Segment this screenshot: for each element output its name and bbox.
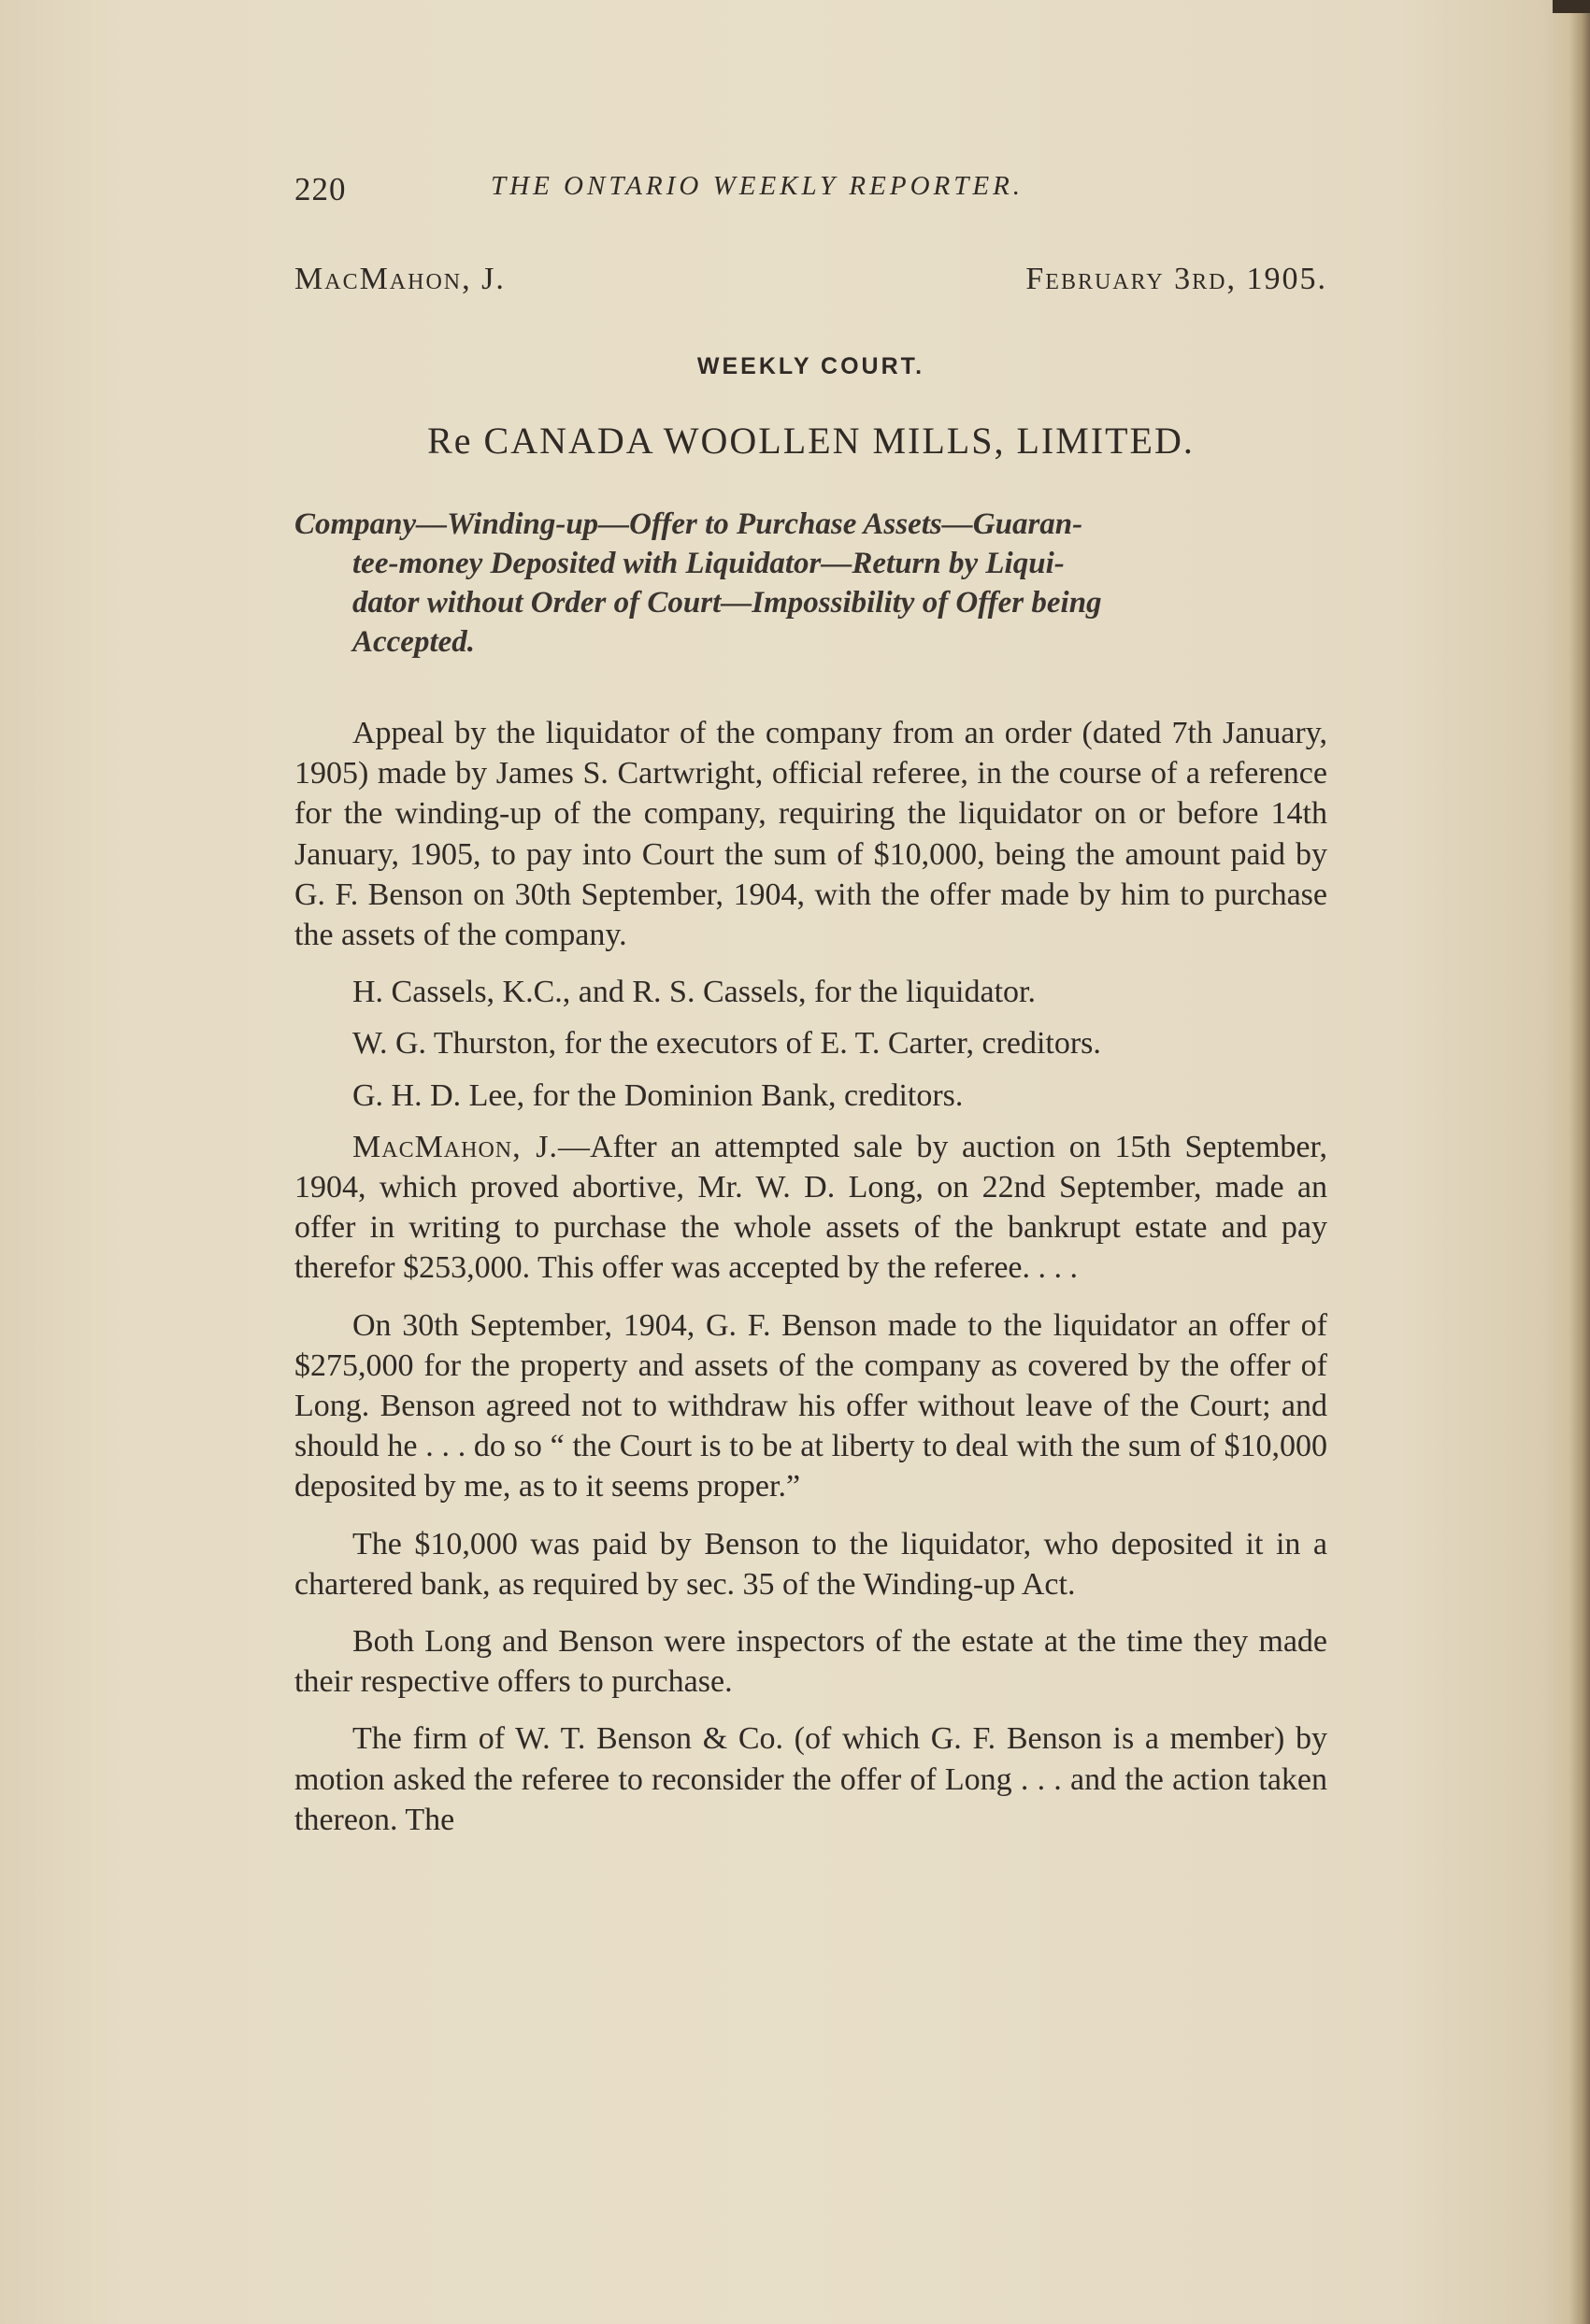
headnote-line: Company—Winding-up—Offer to Purchase Assets—Guaran- (294, 507, 1083, 541)
headnote-line: Accepted. (352, 625, 476, 659)
running-head (294, 171, 1327, 218)
judgment-opening-text: —After an attempted sale by auction on 15th September, 1904, which proved abortive, Mr. W. D. Long, on 22nd September, made an offer in writing to purchase the whole assets of the bankrupt estate and pay therefor $253,000. This offer was accepted by the referee. . . . (294, 1129, 1327, 1286)
counsel-bank: G. H. D. Lee, for the Dominion Bank, creditors. (352, 1077, 964, 1113)
decision-date: February 3rd, 1905. (1025, 262, 1327, 296)
headnote-line: tee-money Deposited with Liquidator—Return by Liqui- (352, 547, 1065, 580)
judgment-paragraph: On 30th September, 1904, G. F. Benson made to the liquidator an offer of $275,000 for the property and assets of the company as covered by the offer of Long. Benson agreed not to withdraw his offer without leave of the Court; and should he . . . do so “ the Court is to be at liberty to deal with the sum of $10,000 deposited by me, as to it seems proper.” (294, 1307, 1327, 1504)
judgment-paragraph: The $10,000 was paid by Benson to the liquidator, who deposited it in a chartered bank, as required by sec. 35 of the Winding-up Act. (294, 1526, 1327, 1602)
case-title: Re CANADA WOOLLEN MILLS, LIMITED. (427, 420, 1195, 462)
counsel-executors: W. G. Thurston, for the executors of E. T. Carter, creditors. (352, 1026, 1101, 1062)
headnote (294, 505, 1327, 662)
report-body (294, 713, 1327, 1857)
judge-name: MacMahon, J. (294, 262, 506, 296)
judgment-paragraph: The firm of W. T. Benson & Co. (of which G. F. Benson is a member) by motion asked the referee to reconsider the offer of Long . . . and the action taken thereon. The (294, 1721, 1327, 1837)
judge-date-line (294, 262, 1327, 308)
appeal-paragraph: Appeal by the liquidator of the company from an order (dated 7th January, 1905) made by James S. Cartwright, official referee, in the course of a reference for the winding-up of the company, requiring the liquidator on or before 14th January, 1905, to pay into Court the sum of $10,000, being the amount paid by G. F. Benson on 30th September, 1904, with the offer made by him to purchase the assets of the company. (294, 716, 1327, 953)
journal-title: THE ONTARIO WEEKLY REPORTER. (491, 171, 1024, 201)
page-edge-shadow (1569, 0, 1590, 2324)
judgment-paragraph: Both Long and Benson were inspectors of the estate at the time they made their respective offers to purchase. (294, 1624, 1327, 1700)
court-name: WEEKLY COURT. (696, 353, 925, 379)
headnote-line: dator without Order of Court—Impossibility of Offer being (352, 586, 1102, 620)
page-number: 220 (294, 171, 347, 207)
judgment-opening-paragraph (294, 1127, 1327, 1289)
judgment-judge-name: MacMahon, J. (352, 1129, 559, 1164)
page-corner-shadow (1553, 0, 1590, 13)
counsel-liquidator: H. Cassels, K.C., and R. S. Cassels, for the liquidator. (352, 975, 1036, 1010)
